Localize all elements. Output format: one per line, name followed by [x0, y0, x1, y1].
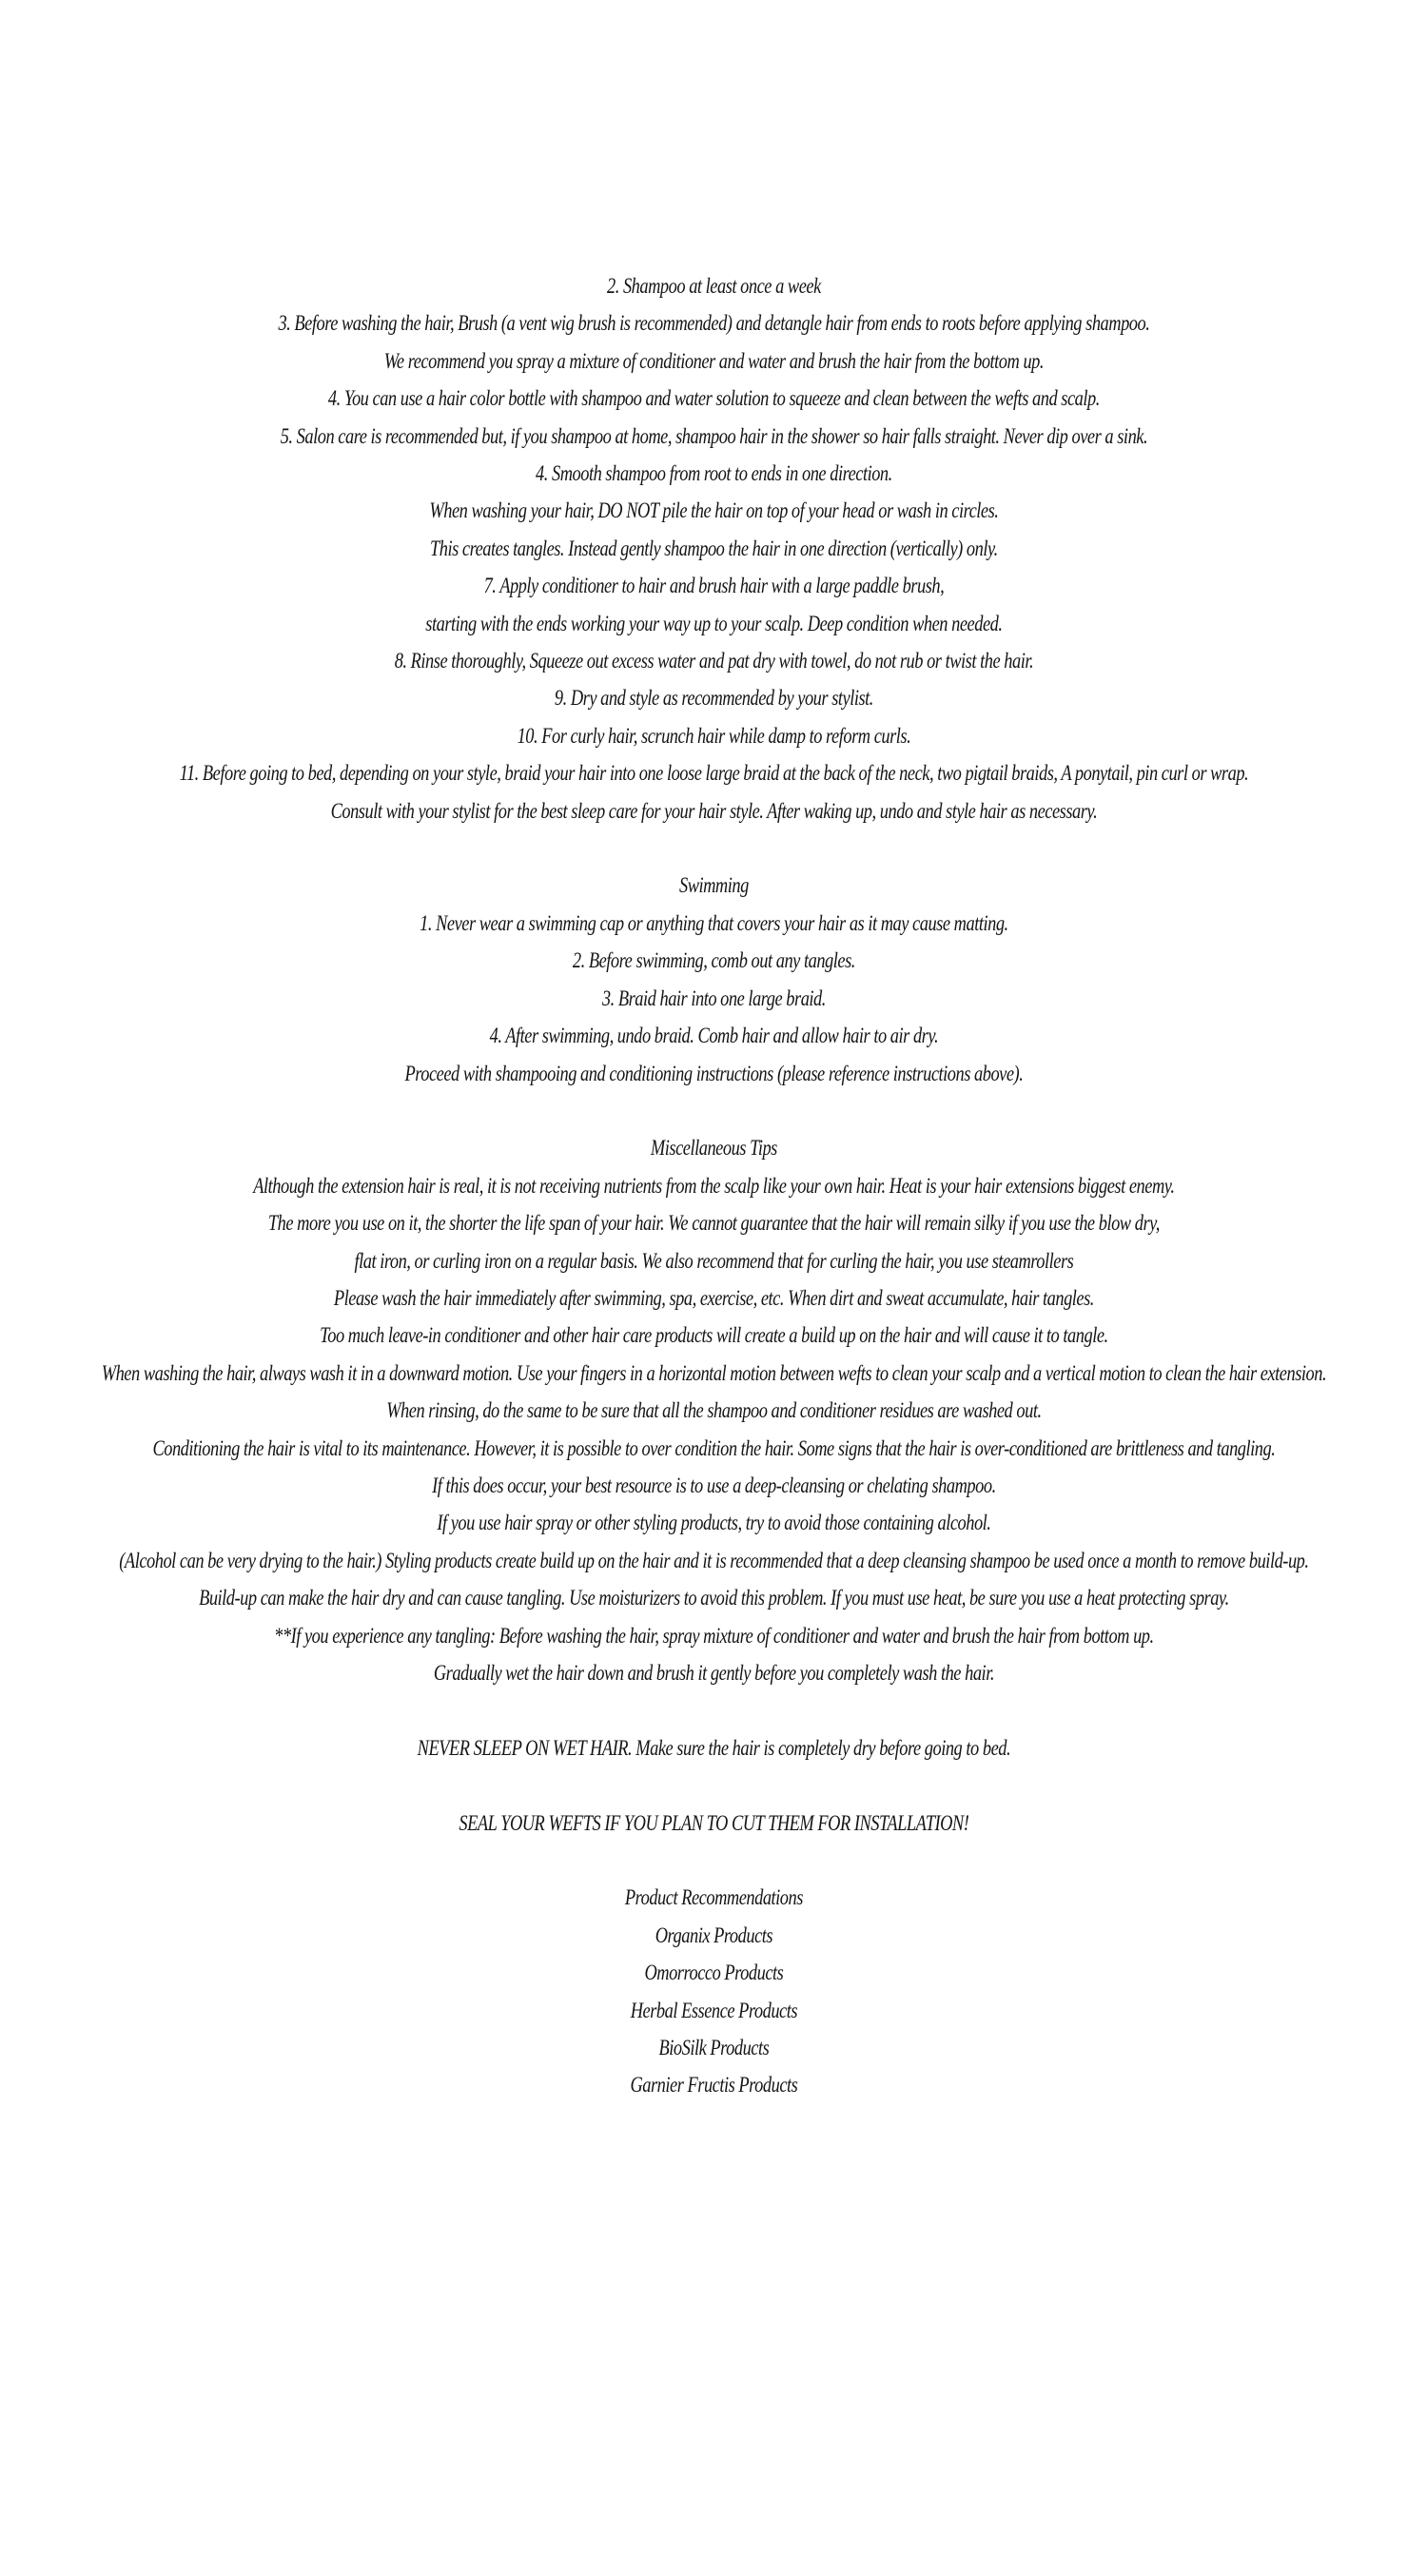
misc-tips-section	[101, 1129, 1327, 1691]
instruction-line: This creates tangles. Instead gently shampoo the hair in one direction (vertically) only.	[430, 536, 998, 560]
instruction-line: We recommend you spray a mixture of conditioner and water and brush the hair from the bottom up.	[383, 348, 1045, 373]
swimming-line: 4. After swimming, undo braid. Comb hair and allow hair to air dry.	[489, 1024, 939, 1048]
seal-wefts-warning: SEAL YOUR WEFTS IF YOU PLAN TO CUT THEM FOR INSTALLATION!	[459, 1810, 969, 1835]
tip-line: Although the extension hair is real, it is not receiving nutrients from the scalp like your own hair. Heat is your hair extensions biggest enemy.	[253, 1173, 1175, 1198]
tip-line: The more you use on it, the shorter the life span of your hair. We cannot guarantee that the hair will remain silky if you use the blow dry,	[267, 1211, 1160, 1236]
swimming-heading: Swimming	[678, 873, 749, 898]
tip-line: If this does occur, your best resource is to use a deep-cleansing or chelating shampoo.	[432, 1473, 996, 1497]
tip-line: Please wash the hair immediately after swimming, spa, exercise, etc. When dirt and sweat accumulate, hair tangles.	[333, 1285, 1094, 1310]
product-recommendations-heading: Product Recommendations	[624, 1885, 803, 1910]
section-spacer	[143, 1092, 1284, 1129]
sleep-warning: NEVER SLEEP ON WET HAIR. Make sure the hair is completely dry before going to bed.	[417, 1735, 1011, 1760]
care-instructions-document	[101, 267, 1327, 2104]
instruction-line: Consult with your stylist for the best sleep care for your hair style. After waking up, undo and style hair as necessary.	[330, 798, 1098, 823]
instruction-line: 4. Smooth shampoo from root to ends in one direction.	[536, 461, 892, 486]
product-item: BioSilk Products	[658, 2036, 770, 2060]
swimming-line: 2. Before swimming, comb out any tangles.	[572, 948, 855, 973]
section-spacer	[143, 1766, 1284, 1804]
instruction-line: When washing your hair, DO NOT pile the hair on top of your head or wash in circles.	[429, 498, 999, 523]
swimming-line: Proceed with shampooing and conditioning instructions (please reference instructions above).	[404, 1061, 1024, 1085]
swimming-line: 1. Never wear a swimming cap or anything that covers your hair as it may cause matting.	[420, 910, 1008, 935]
instruction-line: 3. Before washing the hair, Brush (a vent wig brush is recommended) and detangle hair from ends to roots before applying shampoo.	[278, 311, 1150, 336]
tip-line: If you use hair spray or other styling products, try to avoid those containing alcohol.	[437, 1511, 991, 1535]
instruction-line: 8. Rinse thoroughly, Squeeze out excess water and pat dry with towel, do not rub or twist the hair.	[394, 649, 1034, 673]
product-item: Herbal Essence Products	[630, 1998, 798, 2022]
instruction-line: starting with the ends working your way up to your scalp. Deep condition when needed.	[425, 611, 1003, 635]
instruction-line: 10. For curly hair, scrunch hair while damp to reform curls.	[517, 723, 911, 748]
product-recommendations-section	[143, 1879, 1284, 2103]
misc-tips-heading: Miscellaneous Tips	[650, 1136, 777, 1161]
tip-line: Gradually wet the hair down and brush it gently before you completely wash the hair.	[433, 1661, 994, 1685]
tip-line: Conditioning the hair is vital to its maintenance. However, it is possible to over condition the hair. Some signs that the hair is over-conditioned are brittleness and tangling.	[152, 1435, 1276, 1460]
product-item: Garnier Fructis Products	[630, 2073, 798, 2098]
tip-line: When rinsing, do the same to be sure that all the shampoo and conditioner residues are washed out.	[386, 1398, 1042, 1423]
section-spacer	[143, 1842, 1284, 1879]
swimming-line: 3. Braid hair into one large braid.	[601, 986, 826, 1010]
product-item: Omorrocco Products	[644, 1961, 784, 1985]
tip-line: When washing the hair, always wash it in a downward motion. Use your fingers in a horizontal motion between wefts to clean your scalp and a vertical motion to clean the hair extension.	[101, 1360, 1327, 1385]
instruction-line: 11. Before going to bed, depending on your style, braid your hair into one loose large braid at the back of the neck, two pigtail braids, A ponytail, pin curl or wrap.	[179, 761, 1249, 786]
product-item: Organix Products	[655, 1922, 773, 1947]
section-spacer	[143, 829, 1284, 867]
section-spacer	[143, 1691, 1284, 1728]
instruction-line: 4. You can use a hair color bottle with shampoo and water solution to squeeze and clean between the wefts and scalp.	[327, 386, 1100, 411]
instruction-line: 2. Shampoo at least once a week	[607, 274, 821, 298]
instruction-line: 7. Apply conditioner to hair and brush hair with a large paddle brush,	[483, 574, 945, 598]
tip-line: (Alcohol can be very drying to the hair.) Styling products create build up on the hair and it is recommended that a deep cleansing shampoo be used once a month to remove build-up.	[119, 1548, 1309, 1572]
tip-line: **If you experience any tangling: Before washing the hair, spray mixture of conditioner and water and brush the hair from bottom up.	[274, 1623, 1154, 1648]
tip-line: Build-up can make the hair dry and can cause tangling. Use moisturizers to avoid this problem. If you must use heat, be sure you use a heat protecting spray.	[199, 1586, 1229, 1610]
washing-instructions-section	[143, 267, 1284, 829]
instruction-line: 9. Dry and style as recommended by your stylist.	[554, 686, 873, 711]
swimming-section	[143, 867, 1284, 1091]
tip-line: Too much leave-in conditioner and other hair care products will create a build up on the hair and will cause it to tangle.	[320, 1323, 1108, 1348]
instruction-line: 5. Salon care is recommended but, if you shampoo at home, shampoo hair in the shower so hair falls straight. Never dip over a sink.	[280, 423, 1148, 448]
tip-line: flat iron, or curling iron on a regular basis. We also recommend that for curling the hair, you use steamrollers	[354, 1248, 1074, 1273]
